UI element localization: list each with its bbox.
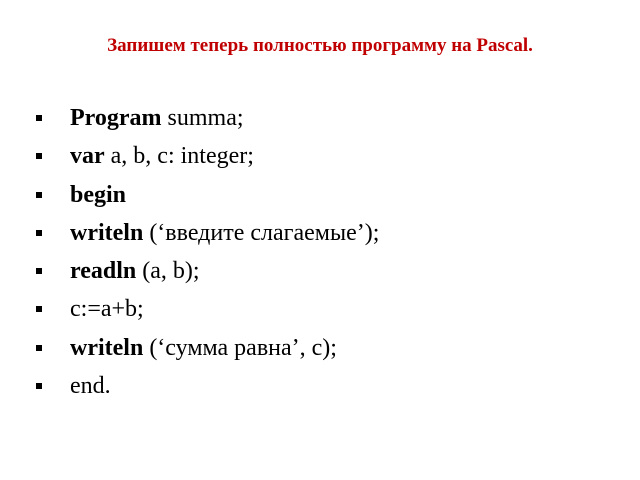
code-line [36, 141, 379, 179]
bullet-icon [36, 268, 42, 274]
code-line [36, 294, 379, 332]
code-keyword: readln [70, 258, 137, 285]
bullet-icon [36, 192, 42, 198]
code-text: (a, b); [136, 258, 200, 285]
code-line [36, 180, 379, 218]
bullet-icon [36, 115, 42, 121]
code-text: (‘введите слагаемые’); [143, 219, 380, 246]
code-text: (‘сумма равна’, c); [143, 334, 337, 361]
code-text: end. [70, 373, 111, 400]
bullet-icon [36, 306, 42, 312]
code-keyword: begin [70, 181, 127, 208]
bullet-icon [36, 383, 42, 389]
slide-title: Запишем теперь полностью программу на Pascal. [107, 35, 533, 56]
code-keyword: writeln [70, 334, 144, 361]
code-text: summa; [161, 105, 244, 131]
code-listing [36, 103, 379, 409]
code-keyword: writeln [70, 219, 144, 246]
code-line [36, 103, 379, 141]
bullet-icon [36, 345, 42, 351]
bullet-icon [36, 153, 42, 159]
code-line [36, 333, 379, 371]
code-line [36, 256, 379, 294]
code-text: a, b, c: integer; [104, 143, 254, 170]
code-keyword: var [70, 143, 105, 170]
code-keyword: Program [70, 105, 162, 131]
code-line [36, 218, 379, 256]
code-text: c:=a+b; [70, 296, 144, 323]
code-line [36, 371, 379, 409]
bullet-icon [36, 230, 42, 236]
